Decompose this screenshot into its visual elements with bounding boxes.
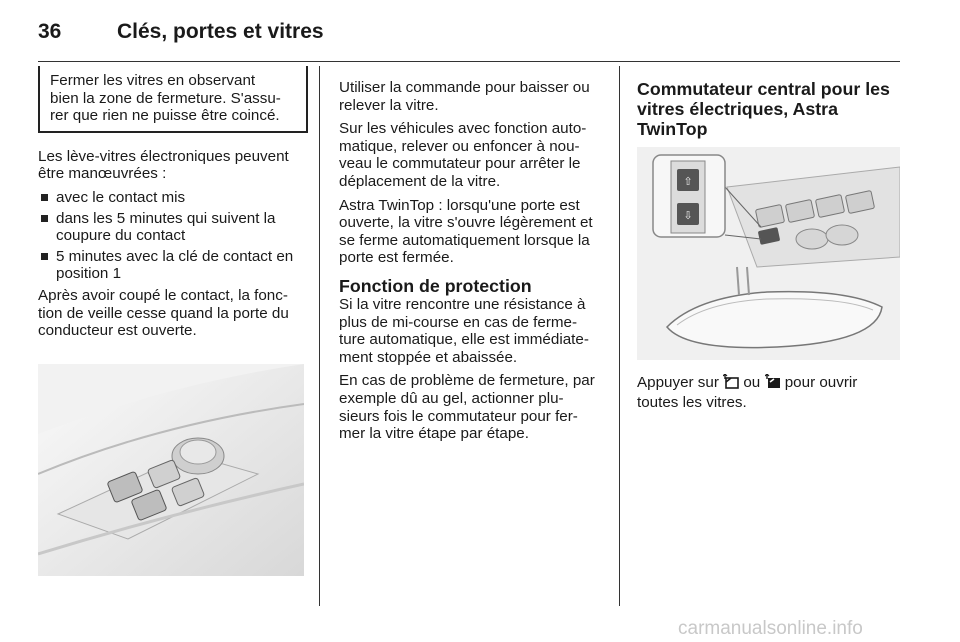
text-line: Les lève-vitres électroniques peuvent <box>38 147 289 165</box>
watermark: carmanualsonline.info <box>678 618 863 639</box>
page-title: Clés, portes et vitres <box>117 20 324 43</box>
standby-paragraph: Après avoir coupé le contact, la fonc- tion de veille cesse quand la porte du conducteur est ouverte. <box>38 286 289 340</box>
list-item: dans les 5 minutes qui suivent la coupure du contact <box>38 210 308 245</box>
door-switch-drawing <box>38 364 304 576</box>
column-divider-2 <box>619 66 620 606</box>
paragraph: Utiliser la commande pour baisser ou relever la vitre. <box>339 79 590 114</box>
conditions-list <box>38 189 308 283</box>
warning-box <box>38 66 308 133</box>
text-line: être manœuvrées : <box>38 165 167 183</box>
list-item: avec le contact mis <box>38 189 308 207</box>
svg-text:⇧: ⇧ <box>683 175 693 188</box>
paragraph: Astra TwinTop : lorsqu'une porte est ouverte, la vitre s'ouvre légèrement et se ferme automatiquement lorsque la porte est fermée. <box>339 196 593 267</box>
column-1 <box>38 66 308 346</box>
window-switch-rear-icon <box>765 374 781 394</box>
intro-paragraph <box>38 148 308 183</box>
door-switch-illustration <box>38 364 304 576</box>
window-switch-front-icon <box>723 374 739 394</box>
central-switch-drawing <box>637 147 900 360</box>
paragraph: Si la vitre rencontre une résistance à plus de mi-course en cas de ferme- ture automatique, elle est immédiate- ment stoppée et abaissée. <box>339 295 589 366</box>
warning-line: Fermer les vitres en observant <box>50 72 256 89</box>
list-item: 5 minutes avec la clé de contact en position 1 <box>38 248 308 283</box>
paragraph: En cas de problème de fermeture, par exemple dû au gel, actionner plu- sieurs fois le commutateur pour fer- mer la vitre étape par étape. <box>339 372 595 443</box>
section-heading: Fonction de protection <box>339 275 532 296</box>
header-rule <box>38 61 900 62</box>
column-3 <box>637 79 900 139</box>
caption-paragraph: Appuyer sur ou pour ouvrir toutes les vitres. <box>637 374 858 411</box>
paragraph: Sur les véhicules avec fonction auto- matique, relever ou enfoncer à nou- veau le commutateur pour arrêter le déplacement de la vitre. <box>339 120 587 190</box>
central-switch-illustration <box>637 147 900 360</box>
column-2 <box>339 79 609 449</box>
warning-line: bien la zone de fermeture. S'assu- <box>50 89 281 107</box>
svg-text:⇩: ⇩ <box>683 209 693 222</box>
column-divider-1 <box>319 66 320 606</box>
section-heading: Commutateur central pour les vitres électriques, Astra TwinTop <box>637 79 890 139</box>
warning-line: rer que rien ne puisse être coincé. <box>50 107 280 125</box>
page-number: 36 <box>38 20 62 43</box>
